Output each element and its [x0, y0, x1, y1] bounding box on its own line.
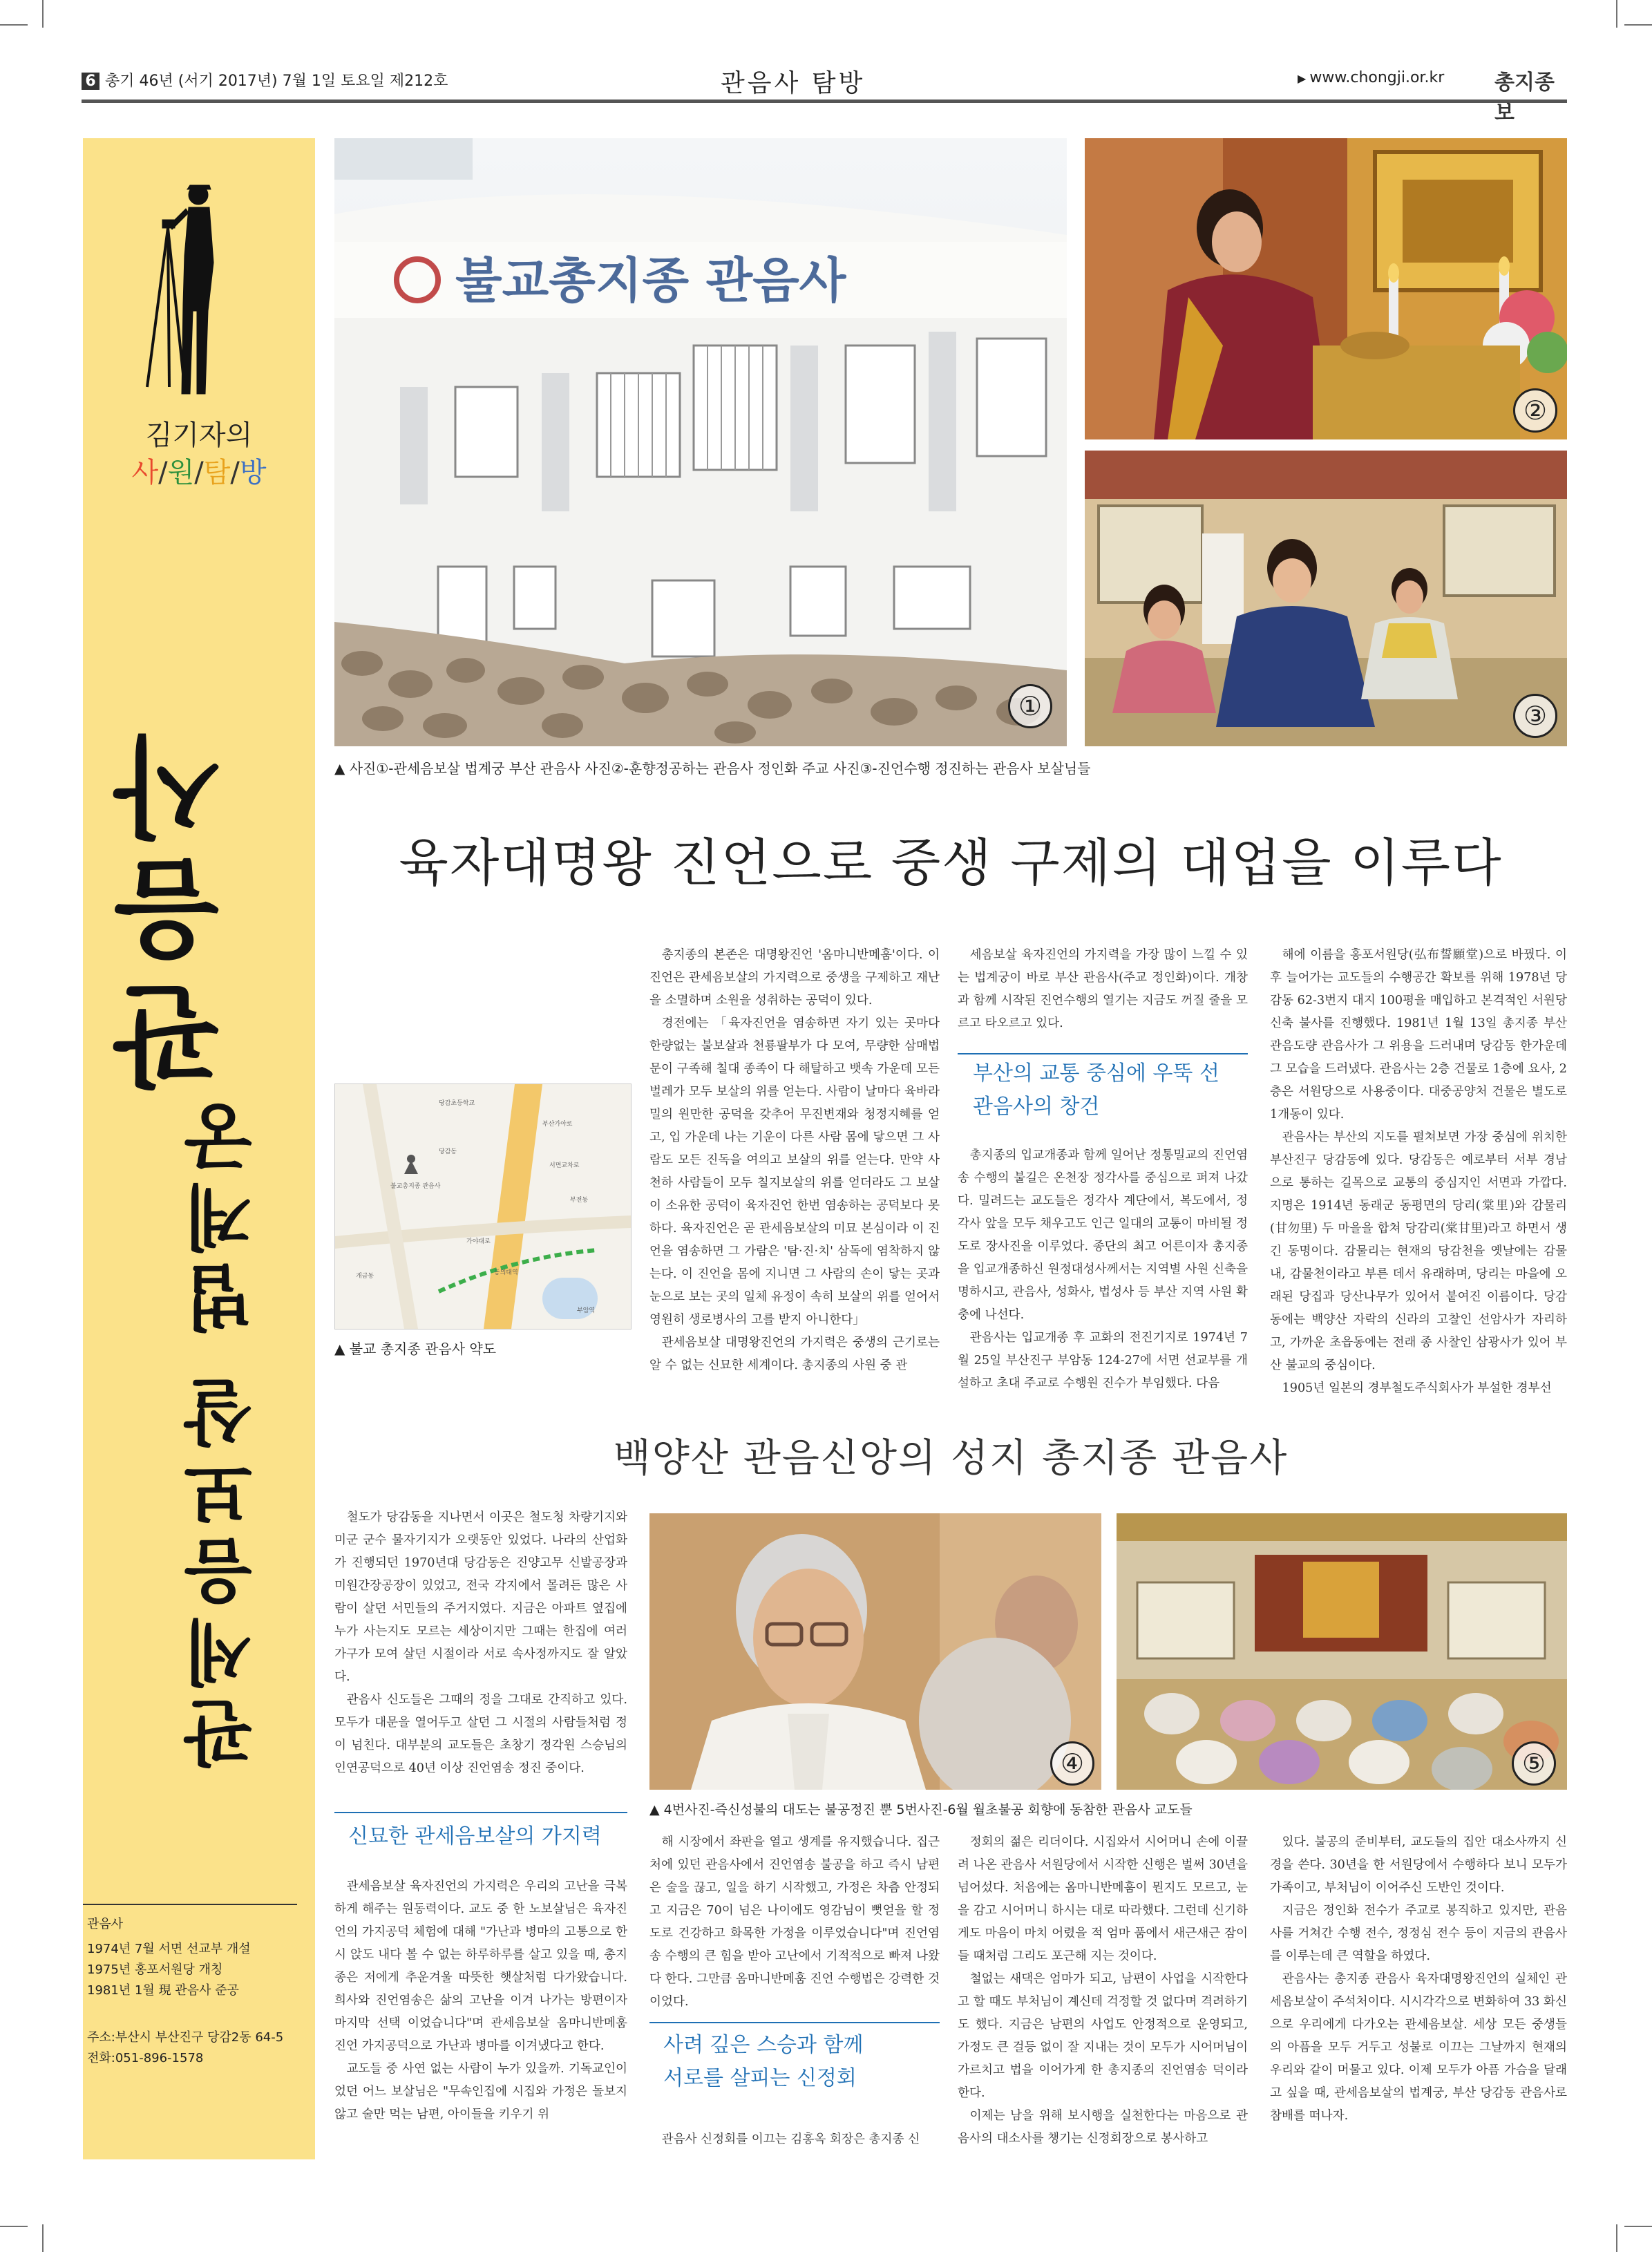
info-address: 주소:부산시 부산진구 당감2동 64-5 — [87, 2030, 284, 2045]
paragraph: 관음사 신정회를 이끄는 김홍옥 회장은 총지종 신 — [661, 2132, 920, 2146]
article-column — [649, 944, 940, 1394]
map-label: 부전동 — [570, 1197, 589, 1204]
arrow-icon: ▶ — [1298, 72, 1310, 85]
map-caption: ▲ 불교 총지종 관음사 약도 — [334, 1341, 497, 1357]
newspaper-name: 총지종보 — [1494, 70, 1555, 125]
series-char: 방 — [239, 457, 267, 489]
map-label: 불교총지종 관음사 — [390, 1183, 441, 1190]
photo-assembly-hall — [1117, 1513, 1567, 1790]
paragraph: 세음보살 육자진언의 가지력을 가장 많이 느낄 수 있는 법계궁이 바로 부산 관음사(주교 정인화)이다. 개창과 함께 시작된 진언수행의 열기는 지금도 꺼질 줄을 모르고 타오르고 있다. — [958, 948, 1248, 1030]
subheading — [663, 2029, 863, 2095]
subheading-line: 서로를 살피는 신정회 — [663, 2066, 857, 2090]
main-headline: 육자대명왕 진언으로 중생 구제의 대업을 이루다 — [399, 833, 1503, 893]
subheading-line: 사려 깊은 스승과 함께 — [663, 2033, 864, 2057]
photo-number: ① — [1008, 684, 1052, 728]
photo-number: ③ — [1513, 694, 1557, 738]
photo-number: ④ — [1050, 1741, 1094, 1786]
paragraph: 관음사는 입교개종 후 교화의 전진기지로 1974년 7월 25일 부산진구 부암동 124-27에 서면 선교부를 개설하고 초대 주교로 수행원 진수가 부임했다. 다음 — [958, 1331, 1248, 1390]
photo-number: ② — [1513, 388, 1557, 433]
subhead-rule — [334, 1812, 627, 1813]
elderly-devotee-illustration — [649, 1513, 1101, 1790]
assembly-hall-illustration — [1117, 1513, 1567, 1790]
paragraph: 철없는 새댁은 엄마가 되고, 남편이 사업을 시작한다고 할 때도 부처님이 계신데 걱정할 것 없다며 격려하기도 했다. 지금은 남편의 사업도 안정적으로 운영되고, 가정도 큰 걸등 없이 잘 지내는 것이 모두가 시어머님이 가르치고 법을 이어가게 한 총지종의 진언염송 덕이라 한다. — [958, 1972, 1248, 2100]
paragraph: 1905년 일본의 경부철도주식회사가 부설한 경부선 — [1282, 1381, 1552, 1394]
photo-number: ⑤ — [1512, 1741, 1556, 1786]
article-column — [958, 944, 1248, 1048]
paragraph: 해 시장에서 좌판을 열고 생계를 유지했습니다. 집근처에 있던 관음사에서 진언염송 불공을 하고 즉시 남편은 술을 끊고, 일을 하기 시작했고, 가정은 차츰 안정되고 지금은 70이 넘은 나이에도 영감님이 뻣얻을 할 정도로 건강하고 화목한 가정을 이루었습니다"며 진언염송 수행의 큰 힘을 받아 고난에서 기적적으로 빠져 나왔다 한다. 그만큼 옴마니반메훔 진언 수행법은 강력한 것이었다. — [649, 1835, 940, 2009]
paragraph: 있다. 불공의 준비부터, 교도들의 집안 대소사까지 신경을 쓴다. 30년을 한 서원당에서 수행하다 보니 모두가 가족이고, 부처님이 이어주신 도반인 것이다. — [1270, 1835, 1567, 1895]
paragraph: 교도들 중 사연 없는 사람이 누가 있을까. 기독교인이었던 어느 보살님은 "무속인집에 시집와 가정은 돌보지 않고 술만 먹는 남편, 아이들을 키우기 위 — [334, 2062, 627, 2121]
article-column — [958, 1144, 1248, 1394]
temple-info — [87, 1914, 308, 2069]
website-text: www.chongji.or.kr — [1309, 69, 1445, 86]
paragraph: 경전에는 「육자진언을 염송하면 자기 있는 곳마다 한량없는 불보살과 천룡팔부가 다 모여, 무량한 삼매법문이 구족해 칠대 종족이 다 해탈하고 뱃속 가운데 모든 벌레가 모두 보살의 위를 얻는다. 사람이 날마다 육바라밀의 원만한 공덕을 갖추어 무진변재와 청정지혜를 얻고, 입 가운데 나는 기운이 다른 사람 몸에 닿으면 그 사람도 모든 진독을 여의고 보살의 위를 얻는다. 만약 사천하 사람들이 모두 칠지보살의 위를 얻더라도 그 보살이 소유한 공덕이 육자진언 한번 염송하는 공덕보다 못하다. 육자진언은 곧 관세음보살의 미묘 본심이라 이 진언을 염송하면 그 가람은 '탐·진·치' 삼독에 염착하지 않는다. 이 진언을 몸에 지니면 그 사람의 손이 닿는 곳과 눈으로 보는 곳의 일체 유정이 속히 보살의 위를 얻어서 영원히 생로병사의 고를 받지 아니한다」 — [649, 1016, 940, 1327]
map-label: 당감초등학교 — [439, 1100, 475, 1107]
bottom-photo-caption: ▲ 4번사진-즉신성불의 대도는 불공정진 뿐 5번사진-6월 월초불공 회향에 동참한 관음사 교도들 — [649, 1802, 1193, 1817]
map-label: 가야대로 — [466, 1238, 491, 1245]
top-photo-caption: ▲ 사진①-관세음보살 법계궁 부산 관음사 사진②-훈향정공하는 관음사 정인화 주교 사진③-진언수행 정진하는 관음사 보살님들 — [334, 760, 1091, 777]
subhead-rule — [649, 2022, 940, 2023]
second-headline: 백양산 관음신앙의 성지 총지종 관음사 — [613, 1436, 1289, 1481]
map-illustration — [335, 1084, 631, 1329]
paragraph: 정회의 젊은 리더이다. 시집와서 시어머니 손에 이끌려 나온 관음사 서원당에서 시작한 신행은 벌써 30년을 넘어섰다. 처음에는 옴마니반메훔이 뭔지도 모르고, 눈을 감고 시어머니 하시는 대로 따라했다. 그런데 신기하게도 마음이 마치 어렸을 적 엄마 품에서 새근새근 잠이 들 때처럼 그리도 포근해 지는 것이다. — [958, 1835, 1248, 1963]
vertical-title: 관음사 — [113, 719, 240, 1092]
paragraph: 해에 이름을 홍포서원당(弘布誓願堂)으로 바꿨다. 이후 늘어가는 교도들의 수행공간 확보를 위해 1978년 당감동 62-3번지 대지 100평을 매입하고 본격적인 서원당 신축 불사를 진행했다. 1981년 1월 13일 총지종 부산 관음도량 관음사가 그 위용을 드러내며 당감동 한가운데 그 모습을 드러냈다. 관음사는 2층 건물로 1층에 요사, 2층은 서원당으로 사용중이다. 대중공양처 건물은 별도로 1개동이 있다. — [1270, 948, 1567, 1122]
location-map — [334, 1084, 632, 1330]
photo-incense-offering — [1085, 138, 1567, 439]
article-column — [334, 1506, 627, 1804]
issue-line — [82, 69, 448, 91]
subheading-line: 관음사의 창건 — [973, 1095, 1100, 1119]
subhead-rule — [958, 1053, 1248, 1054]
paragraph: 관음사 신도들은 그때의 정을 그대로 간직하고 있다. 모두가 대문을 열어두고 살던 그 시절의 사람들처럼 정이 넘친다. 대부분의 교도들은 초창기 정각원 스승님의 인연공덕으로 40년 이상 진언염송 정진 중이다. — [334, 1693, 627, 1775]
map-label: 서면교차로 — [549, 1162, 580, 1169]
photographer-silhouette-icon — [142, 180, 245, 401]
map-label: 부암역 — [577, 1307, 596, 1314]
page-number: 6 — [82, 73, 99, 90]
temple-building-illustration — [334, 138, 1067, 746]
article-column — [1270, 944, 1567, 1394]
photo-temple-building — [334, 138, 1067, 746]
subheading-line: 부산의 교통 중심에 우뚝 선 — [973, 1061, 1219, 1086]
subheading — [973, 1057, 1219, 1124]
paragraph: 관음사는 총지종 관음사 육자대명왕진언의 실체인 관세음보살이 주석처이다. 시시각각으로 변화하여 33 화신으로 우리에게 다가오는 관세음보살. 세상 모든 중생들의 아픔을 모두 거두고 성불로 이끄는 그날까지 현재의 우리와 같이 머물고 있다. 이제 모두가 아픔 가슴을 달래고 싶을 때, 관세음보살의 법계궁, 부산 당감동 관음사로 참배를 떠나자. — [1270, 1972, 1567, 2123]
article-column — [334, 1875, 627, 2159]
info-name: 관음사 — [87, 1917, 124, 1931]
series-char: 사 — [131, 457, 159, 489]
paragraph: 이제는 남을 위해 보시행을 실천한다는 마음으로 관음사의 대소사를 챙기는 신정회장으로 봉사하고 — [958, 2109, 1248, 2146]
article-column — [958, 1831, 1248, 2157]
article-column — [649, 1831, 940, 2018]
info-phone: 전화:051-896-1578 — [87, 2051, 204, 2065]
reporter-label: 김기자의 — [145, 419, 253, 451]
article-column — [1270, 1831, 1567, 2157]
info-history-item: 1975년 홍포서원당 개칭 — [87, 1962, 223, 1977]
meditation-illustration — [1085, 451, 1567, 746]
page-header — [82, 64, 1567, 125]
paragraph: 총지종의 입교개종과 함께 일어난 정통밀교의 진언염송 수행의 불길은 온천장 정각사를 중심으로 퍼져 나갔다. 밀려드는 교도들은 정각사 계단에서, 복도에서, 정각사 앞을 모두 채우고도 인근 일대의 교통이 마비될 정도로 장사진을 이루었다. 종단의 최고 어른이자 총지종을 입교개종하신 원정대성사께서는 지역별 사원 신축을 명하시고, 관음사, 성화사, 법성사 등 부산 지역 사원 확충에 나선다. — [958, 1148, 1248, 1322]
section-title: 관음사 탐방 — [721, 69, 866, 97]
paragraph: 철도가 당감동을 지나면서 이곳은 철도청 차량기지와 미군 군수 물자기지가 오랫동안 있었다. 나라의 산업화가 진행되던 1970년대 당감동은 진양고무 신발공장과 미원간장공장이 있었고, 전국 각지에서 몰려든 많은 사람이 살던 서민들의 주거지였다. 지금은 아파트 옆집에 누가 사는지도 모르는 세상이지만 그때는 한집에 여러 가구가 모여 살던 시절이라 서로 속사정까지도 잘 알았다. — [334, 1511, 627, 1684]
series-name: 사/원/탐/방 — [131, 457, 267, 489]
info-history-item: 1981년 1월 現 관음사 준공 — [87, 1983, 239, 1998]
article-column — [649, 2128, 940, 2156]
map-label: 동의대역 — [494, 1269, 518, 1276]
paragraph: 관세음보살 대명왕진언의 가지력은 중생의 근기로는 알 수 없는 신묘한 세계이다. 총지종의 사원 중 관 — [649, 1336, 940, 1372]
incense-offering-illustration — [1085, 138, 1567, 439]
info-divider — [83, 1904, 297, 1905]
photo-elderly-devotee — [649, 1513, 1101, 1790]
map-label: 개금동 — [356, 1273, 374, 1280]
paragraph: 관세음보살 육자진언의 가지력은 우리의 고난을 극복하게 해주는 원동력이다. 교도 중 한 노보살님은 육자진언의 가지공덕 체험에 대해 "가난과 병마의 고통으로 한시 앉도 내다 볼 수 없는 하루하루를 살고 있을 때, 총지종은 저에게 추운겨울 따뜻한 햇살처럼 다가왔습니다. 희사와 진언염송은 삶의 고난을 이겨 나가는 방편이자 마지막 선택 이었습니다"며 관세음보살 옴마니반메훔 진언 가지공덕으로 가난과 병마를 이겨냈다고 한다. — [334, 1880, 627, 2053]
map-label: 부산가야로 — [542, 1121, 573, 1128]
vertical-subtitle: 관세음보살 법계궁 — [183, 1093, 265, 1769]
paragraph: 지금은 정인화 전수가 주교로 봉직하고 있지만, 관음사를 거쳐간 수행 전수, 정정심 전수 등이 지금의 관음사를 이루는데 큰 역할을 하였다. — [1270, 1904, 1567, 1963]
sidebar — [83, 138, 315, 2159]
subheading: 신묘한 관세음보살의 가지력 — [348, 1824, 602, 1848]
photo-meditation-practice — [1085, 451, 1567, 746]
website-link[interactable] — [1298, 69, 1444, 86]
issue-info: 총기 46년 (서기 2017년) 7월 1일 토요일 제212호 — [105, 73, 448, 90]
map-label: 당감동 — [439, 1148, 457, 1155]
info-history-item: 1974년 7월 서면 선교부 개설 — [87, 1942, 251, 1956]
series-char: 원 — [167, 457, 195, 489]
series-char: 탐 — [203, 457, 231, 489]
temple-sign: 불교총지종 관음사 — [455, 252, 846, 309]
paragraph: 관음사는 부산의 지도를 펼쳐보면 가장 중심에 위치한 부산진구 당감동에 있다. 당감동은 예로부터 서부 경남으로 통하는 길목으로 교통의 중심지인 서면과 가깝다. 지명은 1914년 동래군 동평면의 당리(棠里)와 감물리(甘勿里) 두 마을을 합쳐 당감리(棠甘里)라고 하면서 생긴 동명이다. 감물리는 현재의 당감천을 옛날에는 감물내, 감물천이라고 부른 데서 유래하며, 당리는 마을에 오래된 당집과 당산나무가 있어서 붙여진 이름이다. 당감동에는 백양산 자락의 신라의 고찰인 선암사가 자리하고, 가까운 초읍동에는 전래 종 사찰인 삼광사가 있어 부산 불교의 중심이다. — [1270, 1130, 1567, 1372]
paragraph: 총지종의 본존은 대명왕진언 '옴마니반메훔'이다. 이 진언은 관세음보살의 가지력으로 중생을 구제하고 재난을 소멸하며 소원을 성취하는 공덕이 있다. — [649, 948, 940, 1007]
